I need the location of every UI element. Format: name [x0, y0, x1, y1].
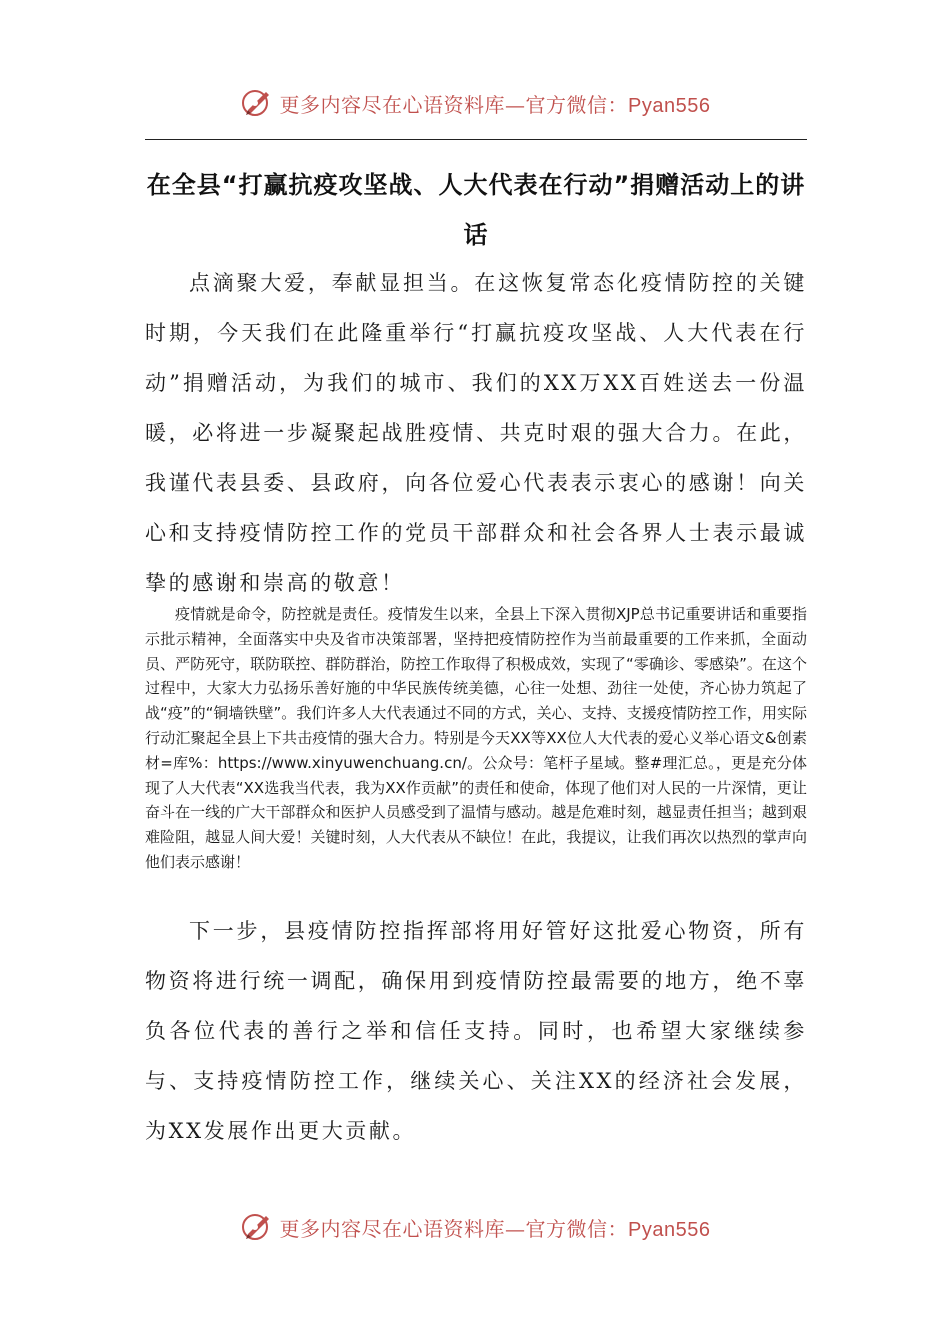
header-banner — [0, 86, 950, 120]
header-divider — [145, 139, 807, 140]
banner-text: 更多内容尽在心语资料库—官方微信：Pyan556 — [279, 92, 711, 117]
paragraph-closing: 下一步，县疫情防控指挥部将用好管好这批爱心物资，所有物资将进行统一调配，确保用到疫情防控最需要的地方，绝不辜负各位代表的善行之举和信任支持。同时，也希望大家继续参与、支持疫情防控工作，继续关心、关注XX的经济社会发展，为XX发展作出更大贡献。 — [145, 919, 807, 1143]
banner-text: 更多内容尽在心语资料库—官方微信：Pyan556 — [279, 1216, 711, 1241]
document-title: 在全县“打赢抗疫攻坚战、人大代表在行动”捐赠活动上的讲话 — [146, 171, 806, 249]
pen-logo-icon — [240, 1210, 274, 1244]
paragraph-opening: 点滴聚大爱，奉献显担当。在这恢复常态化疫情防控的关键时期，今天我们在此隆重举行“打赢抗疫攻坚战、人大代表在行动”捐赠活动，为我们的城市、我们的XX万XX百姓送去一份温暖，必将进一步凝聚起战胜疫情、共克时艰的强大合力。在此，我谨代表县委、县政府，向各位爱心代表表示衷心的感谢！向关心和支持疫情防控工作的党员干部群众和社会各界人士表示最诚挚的感谢和崇高的敬意！ — [145, 271, 807, 595]
paragraph-body: 疫情就是命令，防控就是责任。疫情发生以来，全县上下深入贯彻XJP总书记重要讲话和重要指示批示精神，全面落实中央及省市决策部署，坚持把疫情防控作为当前最重要的工作来抓，全面动员、严防死守，联防联控、群防群治，防控工作取得了积极成效，实现了“零确诊、零感染”。在这个过程中，大家大力弘扬乐善好施的中华民族传统美德，心往一处想、劲往一处使，齐心协力筑起了战“疫”的“铜墙铁壁”。我们许多人大代表通过不同的方式，关心、支持、支援疫情防控工作，用实际行动汇聚起全县上下共击疫情的强大合力。特别是今天XX等XX位人大代表的爱心义举心语文&创素材=库%：https://www.xinyuwenchuang.cn/。公众号：笔杆子星域。整#理汇总。，更是充分体现了人大代表“XX选我当代表，我为XX作贡献”的责任和使命，体现了他们对人民的一片深情，更让奋斗在一线的广大干部群众和医护人员感受到了温情与感动。越是危难时刻，越显责任担当；越到艰难险阻，越显人间大爱！关键时刻，人大代表从不缺位！在此，我提议，让我们再次以热烈的掌声向他们表示感谢！ — [145, 605, 807, 871]
pen-logo-icon — [240, 86, 274, 120]
footer-banner — [0, 1210, 950, 1244]
wechat-handle: Pyan556 — [628, 1218, 711, 1241]
wechat-handle: Pyan556 — [628, 94, 711, 117]
